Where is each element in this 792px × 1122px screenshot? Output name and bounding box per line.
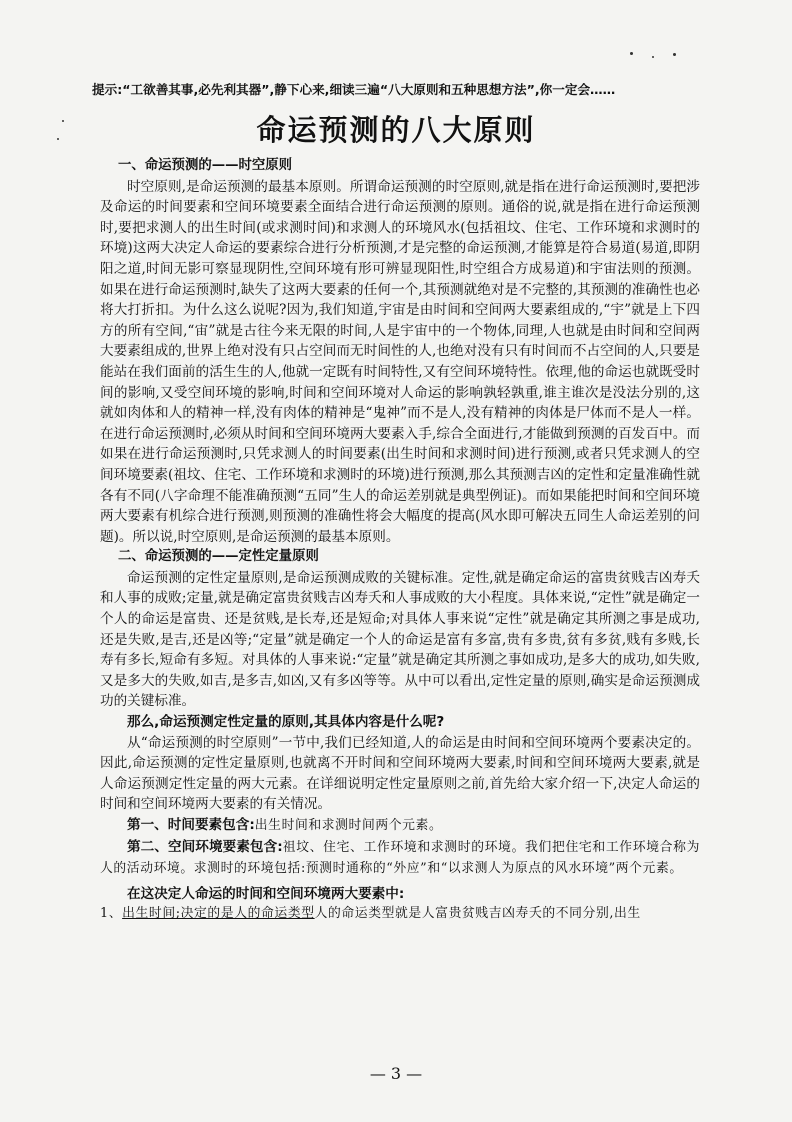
list-item-label: 第二、空间环境要素包含: — [127, 838, 283, 855]
intro-paragraph: 在这决定人命运的时间和空间环境两大要素中: — [127, 885, 405, 902]
section-heading-1: 一、命运预测的——时空原则 — [118, 158, 293, 173]
hint-text: 提示:“工欲善其事,必先利其器”,静下心来,细读三遍“八大原则和五种思想方法”,你一定会…… — [92, 82, 616, 97]
scan-speck — [652, 56, 654, 58]
list-item-number: 1、 — [100, 906, 123, 922]
list-item-label: 第一、时间要素包含: — [127, 817, 255, 833]
list-item — [100, 904, 700, 925]
paragraph: 命运预测的定性定量原则,是命运预测成败的关键标准。定性,就是确定命运的富贵贫贱吉凶寿夭和人事的成败;定量,就是确定富贵贫贱吉凶寿夭和人事成败的大小程度。具体来说,“定性”就是确定一个人的命运是富贵、还是贫贱,是长寿,还是短命;对具体人事来说“定性”就是确定其所测之事是成功,还是失败,是吉,还是凶等;“定量”就是确定一个人的命运是富有多富,贵有多贵,贫有多贫,贱有多贱,长寿有多长,短命有多短。对具体的人事来说:“定量”就是确定其所测之事如成功,是多大的成功,如失败,又是多大的失败,如吉,是多吉,如凶,又有多凶等等。从中可以看出,定性定量的原则,确实是命运预测成功的关键标准。 — [100, 569, 700, 710]
page-number: — 3 — — [369, 1064, 423, 1083]
section-heading-2: 二、命运预测的——定性定量原则 — [118, 549, 319, 565]
underlined-text: 出生时间;决定的是人的命运类型 — [122, 906, 315, 922]
paragraph: 时空原则,是命运预测的最基本原则。所谓命运预测的时空原则,就是指在进行命运预测时,要把涉及命运的时间要素和空间环境要素全面结合进行命运预测的原则。通俗的说,就是指在进行命运预测时,要把求测人的出生时间(或求测时间)和求测人的环境风水(包括祖坟、住宅、工作环境和求测时的环境)这两大决定人命运的要素综合进行分析预测,才是完整的命运预测,才能算是符合易道(易道,即阴阳之道,时间无影可察显现阴性,空间环境有形可辨显现阳性,时空组合方成易道)和宇宙法则的预测。如果在进行命运预测时,缺失了这两大要素的任何一个,其预测就绝对是不完整的,其预测的准确性也必将大打折扣。为什么这么说呢?因为,我们知道,宇宙是由时间和空间两大要素组成的,“宇”就是上下四方的所有空间,“宙”就是古往今来无限的时间,人是宇宙中的一个物体,同理,人也就是由时间和空间两大要素组成的,世界上绝对没有只占空间而无时间性的人,也绝对没有只有时间而不占空间的人,只要是能站在我们面前的活生生的人,他就一定既有时间特性,又有空间环境特性。依理,他的命运也就既受时间的影响,又受空间环境的影响,时间和空间环境对人命运的影响孰轻孰重,谁主谁次是没法分别的,这就如肉体和人的精神一样,没有肉体的精神是“鬼神”而不是人,没有精神的肉体是尸体而不是人一样。在进行命运预测时,必须从时间和空间环境两大要素入手,综合全面进行,才能做到预测的百发百中。而如果在进行命运预测时,只凭求测人的时间要素(出生时间和求测时间)进行预测,或者只凭求测人的空间环境要素(祖坟、住宅、工作环境和求测时的环境)进行预测,那么其预测吉凶的定性和定量准确性就各有不同(八字命理不能准确预测“五同”生人的命运差别就是典型例证)。而如果能把时间和空间环境两大要素有机综合进行预测,则预测的准确性将会大幅度的提高(风水即可解决五同生人命运差别的问题)。所以说,时空原则,是命运预测的最基本原则。 — [100, 178, 700, 545]
list-item-text: 人的命运类型就是人富贵贫贱吉凶寿夭的不同分别,出生 — [314, 906, 641, 922]
list-item-text: 出生时间和求测时间两个元素。 — [254, 818, 443, 833]
scan-speck — [630, 52, 633, 55]
scan-speck — [673, 53, 676, 56]
page-title: 命运预测的八大原则 — [256, 113, 536, 147]
list-item-text: 祖坟、住宅、工作环境和求测时的环境。我们把住宅和工作环境合称为人的活动环境。求测时的环境包括:预测时通称的“外应”和“以求测人为原点的风水环境”两个元素。 — [100, 839, 700, 877]
paragraph: 从“命运预测的时空原则”一节中,我们已经知道,人的命运是由时间和空间环境两个要素决定的。因此,命运预测的定性定量原则,也就离不开时间和空间环境两大要素,时间和空间环境两大要素,就是人命运预测定性定量的两大元素。在详细说明定性定量原则之前,首先给大家介绍一下,决定人命运的时间和空间环境两大要素的有关情况。 — [100, 734, 700, 813]
document-body — [100, 156, 700, 925]
list-item — [100, 815, 700, 837]
question-paragraph: 那么,命运预测定性定量的原则,其具体内容是什么呢? — [127, 714, 445, 731]
list-item — [100, 837, 700, 880]
